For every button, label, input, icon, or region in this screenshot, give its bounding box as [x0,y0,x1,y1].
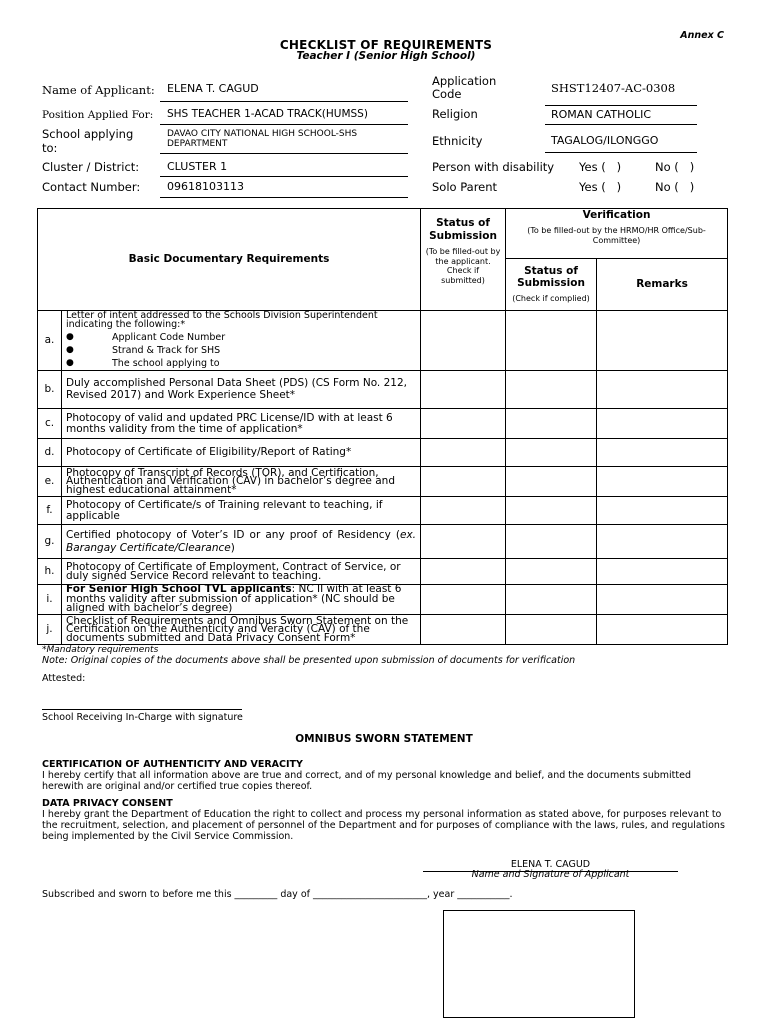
ver-status-cell[interactable] [506,467,597,497]
table-row [38,311,728,371]
table-row [38,467,728,497]
row-text: Checklist of Requirements and Omnibus Sworn Statement on the Certification on the Authenticity and Veracity (CAV) of the documents submitted and Data Privacy Consent Form* [62,615,421,645]
ver-status-cell[interactable] [506,371,597,409]
row-text: Letter of intent addressed to the Schools Division Superintendent indicating the following:* [66,310,378,330]
remarks-cell[interactable] [597,439,728,467]
cluster-field[interactable]: CLUSTER 1 [167,160,228,173]
requirements-table [37,208,728,645]
remarks-cell[interactable] [597,585,728,615]
omnibus-title: OMNIBUS SWORN STATEMENT [295,733,473,745]
receiving-label: School Receiving In-Charge with signature [42,712,243,723]
row-letter: c. [38,409,62,439]
bullet-item: ● Applicant Code Number [66,332,226,343]
ethnicity-label: Ethnicity [432,134,483,148]
row-text: Photocopy of valid and updated PRC License/ID with at least 6 months validity from the time of application* [62,409,421,439]
row-text: Duly accomplished Personal Data Sheet (PDS) (CS Form No. 212, Revised 2017) and Work Experience Sheet* [62,371,421,409]
remarks-cell[interactable] [597,615,728,645]
religion-label: Religion [432,107,478,121]
name-label: Name of Applicant: [42,83,155,97]
table-row [38,409,728,439]
ver-status-header: Status of Submission [517,265,585,290]
row-text-tail: ) [230,541,235,554]
row-text: Photocopy of Transcript of Records (TOR), and Certification, Authentication and Verification (CAV) in bachelor’s degree and highest educational attainment* [62,467,421,497]
row-text-italic: ex. Barangay Certificate/Clearance [66,528,417,554]
row-text: Photocopy of Certificate/s of Training relevant to teaching, if applicable [62,497,421,525]
notary-box [443,910,635,1018]
pwd-no-checkbox[interactable]: No ( ) [655,160,695,174]
attested-label: Attested: [42,673,86,684]
table-row [38,371,728,409]
row-letter: f. [38,497,62,525]
remarks-cell[interactable] [597,311,728,371]
status-checkbox-cell[interactable] [421,525,506,559]
cert-title: CERTIFICATION OF AUTHENTICITY AND VERACITY [42,759,303,770]
original-copies-note: Note: Original copies of the documents above shall be presented upon submission of documents for verification [42,655,576,666]
ver-status-cell[interactable] [506,585,597,615]
remarks-cell[interactable] [597,371,728,409]
solo-no-checkbox[interactable]: No ( ) [655,180,695,194]
position-label: Position Applied For: [42,109,154,121]
contact-field[interactable]: 09618103113 [167,180,244,193]
appcode-field[interactable]: SHST12407-AC-0308 [551,81,676,95]
row-letter: d. [38,439,62,467]
basic-requirements-header: Basic Documentary Requirements [38,209,421,311]
sworn-text: Subscribed and sworn to before me this _________ day of ________________________, year ___________. [42,889,513,900]
ver-status-cell[interactable] [506,409,597,439]
verification-note: (To be filled-out by the HRMO/HR Office/Sub-Committee) [527,226,706,245]
remarks-header: Remarks [597,259,728,311]
pwd-yes-checkbox[interactable]: Yes ( ) [579,160,622,174]
status-checkbox-cell[interactable] [421,559,506,585]
table-row [38,585,728,615]
name-field[interactable]: ELENA T. CAGUD [167,82,259,95]
status-header: Status of Submission [429,217,497,242]
row-letter: a. [38,311,62,371]
row-text: Photocopy of Certificate of Eligibility/Report of Rating* [62,439,421,467]
remarks-cell[interactable] [597,525,728,559]
row-text: Photocopy of Certificate of Employment, Contract of Service, or duly signed Service Record relevant to teaching. [62,559,421,585]
pwd-label: Person with disability [432,160,555,174]
row-text: Certified photocopy of Voter’s ID or any proof of Residency ( [66,528,400,541]
appcode-label: Application Code [432,74,497,101]
privacy-text: I hereby grant the Department of Education the right to collect and process my personal information as stated above, for purposes relevant to the recruitment, selection, and placement of personnel of the Department and for purposes of compliance with the laws, rules, and regulations being implemented by the Civil Service Commission. [42,809,725,842]
cluster-label: Cluster / District: [42,160,140,174]
school-label: School applying to: [42,127,134,155]
ver-status-cell[interactable] [506,559,597,585]
remarks-cell[interactable] [597,409,728,439]
table-row [38,615,728,645]
position-field[interactable]: SHS TEACHER 1-ACAD TRACK(HUMSS) [167,108,368,120]
status-checkbox-cell[interactable] [421,371,506,409]
school-field[interactable]: DAVAO CITY NATIONAL HIGH SCHOOL-SHS DEPARTMENT [167,129,358,149]
remarks-cell[interactable] [597,497,728,525]
verification-header: Verification [582,209,651,221]
row-letter: i. [38,585,62,615]
remarks-cell[interactable] [597,559,728,585]
bullet-item: ● The school applying to [66,358,220,369]
ver-status-header-cell [506,259,597,311]
table-row [38,439,728,467]
row-text-bold: For Senior High School TVL applicants [66,583,292,596]
ver-status-cell[interactable] [506,497,597,525]
page-subtitle: Teacher I (Senior High School) [296,50,476,62]
ver-status-cell[interactable] [506,311,597,371]
privacy-title: DATA PRIVACY CONSENT [42,798,173,809]
row-text-cell [62,525,421,559]
row-letter: h. [38,559,62,585]
status-note: (To be filled-out by the applicant. Check if submitted) [425,247,501,285]
status-checkbox-cell[interactable] [421,497,506,525]
religion-field[interactable]: ROMAN CATHOLIC [551,108,652,121]
ver-status-cell[interactable] [506,525,597,559]
status-checkbox-cell[interactable] [421,585,506,615]
solo-parent-label: Solo Parent [432,180,498,194]
cert-text: I hereby certify that all information above are true and correct, and of my personal knowledge and belief, and the documents submitted herewith are original and/or certified true copies thereof. [42,770,692,792]
annex-label: Annex C [680,30,724,41]
row-letter: g. [38,525,62,559]
row-text-cell [62,311,421,371]
receiving-signature-line [42,709,242,710]
row-text-cell [62,585,421,615]
status-checkbox-cell[interactable] [421,467,506,497]
status-checkbox-cell[interactable] [421,409,506,439]
bullet-icon: ● [66,345,74,355]
row-text: : NC II with at least 6 months validity after submission of application* (NC should be aligned with bachelor’s degree) [66,583,402,615]
row-letter: e. [38,467,62,497]
contact-label: Contact Number: [42,180,141,194]
ver-status-note: (Check if complied) [512,294,590,304]
ver-status-cell[interactable] [506,439,597,467]
row-letter: b. [38,371,62,409]
bullet-icon: ● [66,332,74,342]
verification-header-cell [506,209,728,259]
status-header-cell [421,209,506,311]
mandatory-note: *Mandatory requirements [42,645,159,655]
page-title: CHECKLIST OF REQUIREMENTS [279,38,493,52]
signer-name: ELENA T. CAGUD [510,859,591,870]
signer-caption: Name and Signature of Applicant [471,869,630,880]
table-row [38,559,728,585]
table-row [38,497,728,525]
ethnicity-field[interactable]: TAGALOG/ILONGGO [551,134,659,147]
row-letter: j. [38,615,62,645]
remarks-cell[interactable] [597,467,728,497]
solo-yes-checkbox[interactable]: Yes ( ) [579,180,622,194]
status-checkbox-cell[interactable] [421,311,506,371]
bullet-icon: ● [66,358,74,368]
bullet-item: ● Strand & Track for SHS [66,345,221,356]
status-checkbox-cell[interactable] [421,439,506,467]
table-row [38,525,728,559]
ver-status-cell[interactable] [506,615,597,645]
status-checkbox-cell[interactable] [421,615,506,645]
